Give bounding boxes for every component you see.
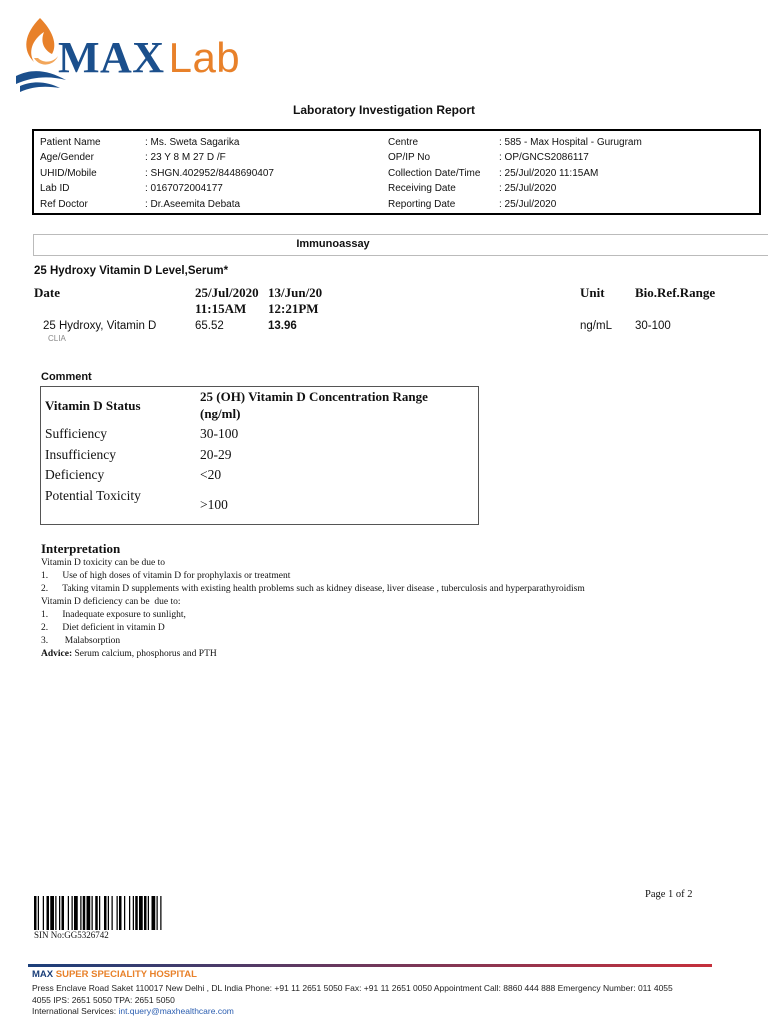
interpretation-line: Vitamin D toxicity can be due to: [41, 558, 165, 568]
comment-status-sufficiency: Sufficiency: [45, 426, 107, 441]
result-test-name: 25 Hydroxy, Vitamin D: [43, 320, 157, 332]
reporting-date-value: : 25/Jul/2020: [499, 199, 557, 210]
barcode-bar: [62, 896, 65, 930]
barcode-bar: [148, 896, 149, 930]
patient-name-value: : Ms. Sweta Sagarika: [145, 137, 240, 148]
op-ip-label: OP/IP No: [388, 152, 431, 163]
comment-status-deficiency: Deficiency: [45, 467, 105, 482]
comment-status-toxicity: Potential Toxicity: [45, 488, 141, 503]
centre-label: Centre: [388, 137, 419, 148]
barcode-bar: [92, 896, 93, 930]
advice-text: Serum calcium, phosphorus and PTH: [72, 649, 217, 659]
sin-number: SIN No:GG5326742: [34, 930, 109, 940]
barcode-bar: [83, 896, 86, 930]
barcode: [34, 896, 259, 930]
comment-label: Comment: [41, 371, 92, 383]
barcode-bar: [72, 896, 73, 930]
barcode-bar: [124, 896, 125, 930]
result-current-value: 65.52: [195, 320, 224, 332]
comment-header-range: 25 (OH) Vitamin D Concentration Range: [200, 389, 428, 404]
header-unit: Unit: [580, 285, 605, 300]
barcode-bar: [47, 896, 50, 930]
patient-info-box: [32, 129, 761, 215]
barcode-bar: [95, 896, 98, 930]
barcode-bar: [144, 896, 147, 930]
footer-international-label: International Services:: [32, 1006, 119, 1016]
footer-contacts: 4055 IPS: 2651 5050 TPA: 2651 5050: [32, 995, 175, 1005]
footer-brand-rest: SUPER SPECIALITY HOSPITAL: [53, 969, 197, 980]
barcode-bar: [117, 896, 118, 930]
interpretation-line: 2. Taking vitamin D supplements with existing health problems such as kidney disease, liver disease , tuberculosis and hyperparathyroidism: [41, 584, 585, 594]
footer-divider: [28, 964, 712, 967]
ref-doctor-value: : Dr.Aseemita Debata: [145, 199, 241, 210]
header-col1-time: 11:15AM: [195, 301, 247, 316]
barcode-bar: [112, 896, 113, 930]
age-gender-label: Age/Gender: [40, 152, 94, 163]
comment-table: [40, 386, 479, 525]
footer-brand-max: MAX: [32, 969, 54, 980]
uhid-mobile-label: UHID/Mobile: [40, 168, 97, 179]
interpretation-line: 1. Inadequate exposure to sunlight,: [41, 610, 186, 620]
barcode-bar: [87, 896, 91, 930]
collection-date-label: Collection Date/Time: [388, 168, 481, 179]
barcode-bar: [108, 896, 109, 930]
barcode-bar: [80, 896, 81, 930]
result-method: CLIA: [48, 334, 66, 343]
footer-brand: [32, 969, 197, 980]
comment-range-deficiency: <20: [200, 467, 222, 482]
interpretation-line: Vitamin D deficiency can be due to:: [41, 597, 181, 607]
barcode-bar: [38, 896, 39, 930]
result-previous-value: 13.96: [268, 320, 297, 332]
footer-address: Press Enclave Road Saket 110017 New Delhi , DL India Phone: +91 11 2651 5050 Fax: +91 11 2651 0050 Appointment Call: 8860 444 888 Emergency Number: 011 4055: [32, 983, 673, 993]
uhid-mobile-value: : SHGN.402952/8448690407: [145, 168, 274, 179]
advice-label: Advice:: [41, 649, 73, 659]
interpretation-line: 2. Diet deficient in vitamin D: [41, 623, 165, 633]
logo-wordmark: [58, 33, 241, 82]
barcode-bar: [129, 896, 130, 930]
receiving-date-label: Receiving Date: [388, 183, 456, 194]
barcode-bar: [55, 896, 56, 930]
comment-range-insufficiency: 20-29: [200, 447, 232, 462]
barcode-bar: [152, 896, 156, 930]
header-col1-date: 25/Jul/2020: [195, 285, 259, 300]
report-title: Laboratory Investigation Report: [292, 103, 476, 117]
barcode-bar: [157, 896, 158, 930]
footer-email-link[interactable]: int.query@maxhealthcare.com: [118, 1006, 234, 1016]
comment-status-insufficiency: Insufficiency: [45, 447, 116, 462]
comment-range-sufficiency: 30-100: [200, 426, 239, 441]
maxlab-logo: [14, 14, 304, 94]
age-gender-value: : 23 Y 8 M 27 D /F: [145, 152, 226, 163]
lab-id-value: : 0167072004177: [145, 183, 223, 194]
centre-value: : 585 - Max Hospital - Gurugram: [499, 137, 642, 148]
ref-doctor-label: Ref Doctor: [40, 199, 88, 210]
barcode-bar: [43, 896, 44, 930]
collection-date-value: : 25/Jul/2020 11:15AM: [499, 168, 599, 179]
comment-header-unit: (ng/ml): [200, 406, 241, 421]
patient-name-label: Patient Name: [40, 137, 101, 148]
comment-header-status: Vitamin D Status: [45, 398, 141, 413]
reporting-date-label: Reporting Date: [388, 199, 456, 210]
lab-id-label: Lab ID: [40, 183, 70, 194]
barcode-bar: [160, 896, 161, 930]
barcode-bar: [59, 896, 60, 930]
header-range: Bio.Ref.Range: [635, 285, 716, 300]
op-ip-value: : OP/GNCS2086117: [499, 152, 589, 163]
section-title: Immunoassay: [296, 238, 370, 250]
test-name: 25 Hydroxy Vitamin D Level,Serum*: [34, 265, 229, 277]
result-unit: ng/mL: [580, 320, 612, 332]
page-number: Page 1 of 2: [645, 889, 693, 900]
barcode-bar: [139, 896, 143, 930]
advice-line: [41, 649, 217, 659]
header-col2-date: 13/Jun/20: [268, 285, 323, 300]
receiving-date-value: : 25/Jul/2020: [499, 183, 557, 194]
barcode-bar: [104, 896, 107, 930]
footer-international: [32, 1006, 234, 1016]
barcode-bar: [68, 896, 69, 930]
logo-lab: Lab: [168, 34, 241, 81]
barcode-bar: [99, 896, 100, 930]
barcode-bar: [135, 896, 138, 930]
header-col2-time: 12:21PM: [268, 301, 319, 316]
interpretation-line: 1. Use of high doses of vitamin D for prophylaxis or treatment: [41, 571, 291, 581]
header-date: Date: [34, 285, 60, 300]
barcode-bar: [119, 896, 122, 930]
barcode-bar: [133, 896, 134, 930]
barcode-bar: [50, 896, 54, 930]
comment-range-toxicity: >100: [200, 497, 228, 512]
barcode-bar: [34, 896, 37, 930]
result-range: 30-100: [635, 320, 671, 332]
interpretation-heading: Interpretation: [41, 541, 121, 556]
logo-max: MAX: [58, 33, 165, 82]
barcode-bar: [74, 896, 78, 930]
interpretation-line: 3. Malabsorption: [41, 636, 121, 646]
